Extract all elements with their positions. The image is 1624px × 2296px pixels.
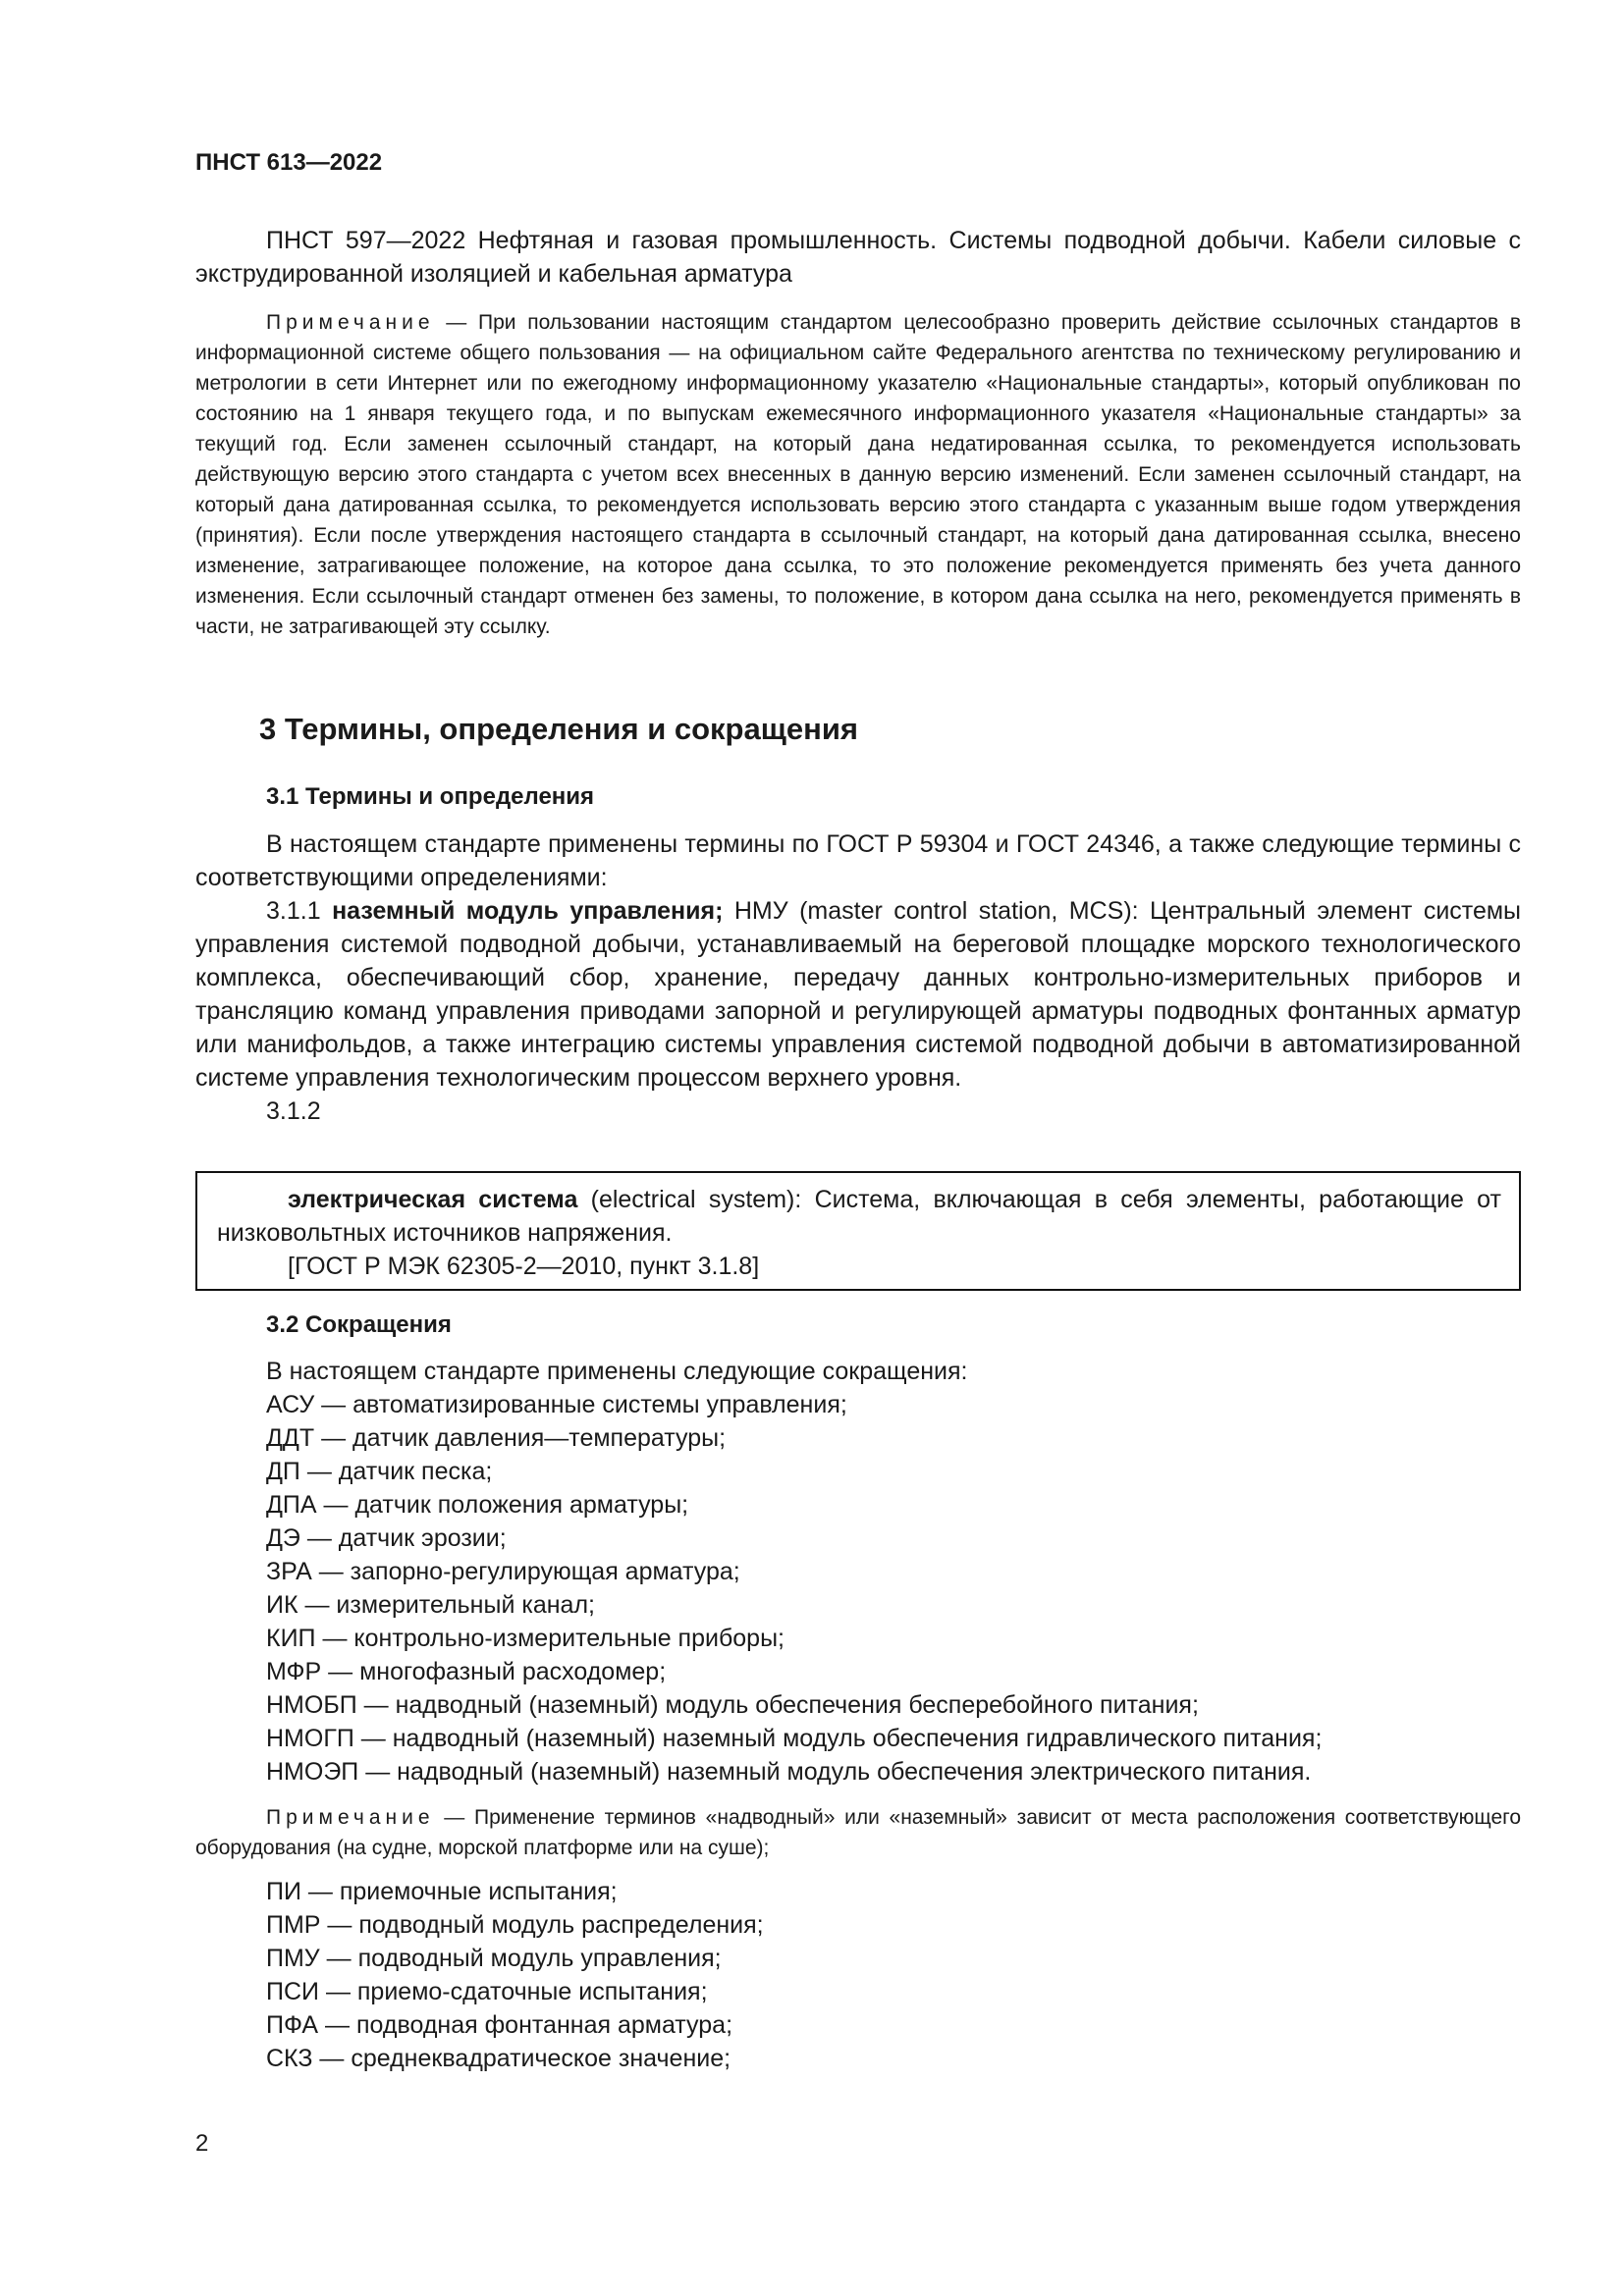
note-text: — Применение терминов «надводный» или «наземный» зависит от места расположения соответствующего оборудования (на судне, морской платформе или на суше); <box>195 1806 1521 1859</box>
note-text: — При пользовании настоящим стандартом целесообразно проверить действие ссылочных стандартов в информационной системе общего пользования — на официальном сайте Федерального агентства по техническому регулированию и метрологии в сети Интернет или по ежегодному информационному указателю «Национальные стандарты», который опубликован по состоянию на 1 января текущего года, и по выпускам ежемесячного информационного указателя «Национальные стандарты» за текущий год. Если заменен ссылочный стандарт, на который дана недатированная ссылка, то рекомендуется использовать действующую версию этого стандарта с учетом всех внесенных в данную версию изменений. Если заменен ссылочный стандарт, на который дана датированная ссылка, то рекомендуется использовать версию этого стандарта с указанным выше годом утверждения (принятия). Если после утверждения настоящего стандарта в ссылочный стандарт, на который дана датированная ссылка, внесено изменение, затрагивающее положение, на которое дана ссылка, то это положение рекомендуется применять без учета данного изменения. Если ссылочный стандарт отменен без замены, то положение, в котором дана ссылка на него, рекомендуется применять в части, не затрагивающей эту ссылку. <box>195 311 1521 638</box>
abbr-item: ЗРА — запорно-регулирующая арматура; <box>266 1558 740 1585</box>
abbr-item: ПМУ — подводный модуль управления; <box>266 1945 722 1972</box>
page-number: 2 <box>195 2130 209 2157</box>
term-3-1-2-number: 3.1.2 <box>266 1097 321 1125</box>
note-references <box>195 307 1521 642</box>
section-3-2-title: 3.2 Сокращения <box>266 1311 452 1338</box>
abbr-item: НМОЭП — надводный (наземный) наземный модуль обеспечения электрического питания. <box>266 1758 1312 1786</box>
note-label: Примечание <box>266 311 435 334</box>
abbr-item: ПИ — приемочные испытания; <box>266 1878 618 1905</box>
section-3-2-intro: В настоящем стандарте применены следующие сокращения: <box>266 1358 968 1385</box>
term-definition: НМУ (master control station, MCS): Центральный элемент системы управления системой подводной добычи, устанавливаемый на береговой площадке морского технологического комплекса, обеспечивающий сбор, хранение, передачу данных контрольно-измерительных приборов и трансляцию команд управления приводами запорной и регулирующей арматуры подводных фонтанных арматур или манифольдов, а также интеграцию системы управления системой подводной добычи в автоматизированной системе управления технологическим процессом верхнего уровня. <box>195 897 1522 1092</box>
abbr-item: СКЗ — среднеквадратическое значение; <box>266 2045 731 2072</box>
abbr-item: ПСИ — приемо-сдаточные испытания; <box>266 1978 708 2005</box>
note-label: Примечание <box>266 1806 435 1829</box>
abbr-item: ПФА — подводная фонтанная арматура; <box>266 2011 733 2039</box>
term-name: электрическая система <box>288 1186 578 1213</box>
section-3 <box>195 712 1521 747</box>
abbr-item: КИП — контрольно-измерительные приборы; <box>266 1625 785 1652</box>
section-3-1 <box>195 783 1521 1128</box>
abbr-item: ПМР — подводный модуль распределения; <box>266 1911 764 1939</box>
term-3-1-2-box <box>195 1171 1521 1291</box>
abbr-item: ИК — измерительный канал; <box>266 1591 595 1619</box>
term-name: наземный модуль управления; <box>332 897 724 925</box>
abbr-item: АСУ — автоматизированные системы управления; <box>266 1391 847 1418</box>
ref-standard-entry <box>195 224 1521 291</box>
term-number: 3.1.1 <box>266 897 333 925</box>
term-source: [ГОСТ Р МЭК 62305-2—2010, пункт 3.1.8] <box>288 1253 760 1280</box>
term-3-1-1 <box>195 894 1521 1095</box>
note-abbreviations <box>195 1802 1521 1863</box>
abbr-item: ДДТ — датчик давления—температуры; <box>266 1424 727 1452</box>
abbr-item: НМОБП — надводный (наземный) модуль обеспечения бесперебойного питания; <box>266 1691 1199 1719</box>
section-3-title: 3 Термины, определения и сокращения <box>259 712 858 746</box>
abbr-item: НМОГП — надводный (наземный) наземный модуль обеспечения гидравлического питания; <box>266 1725 1323 1752</box>
abbr-item: ДЭ — датчик эрозии; <box>266 1524 507 1552</box>
section-3-1-intro: В настоящем стандарте применены термины по ГОСТ Р 59304 и ГОСТ 24346, а также следующие термины с соответствующими определениями: <box>195 830 1521 891</box>
ref-standard-text: ПНСТ 597—2022 Нефтяная и газовая промышленность. Системы подводной добычи. Кабели силовые с экструдированной изоляцией и кабельная арматура <box>195 227 1521 288</box>
section-3-2 <box>195 1311 1521 2075</box>
term-definition: (electrical system): Система, включающая в себя элементы, работающие от низковольтных источников напряжения. <box>217 1186 1501 1247</box>
abbr-item: ДП — датчик песка; <box>266 1458 493 1485</box>
abbr-item: ДПА — датчик положения арматуры; <box>266 1491 689 1519</box>
document-header: ПНСТ 613—2022 <box>195 149 383 176</box>
section-3-1-title: 3.1 Термины и определения <box>266 783 595 810</box>
term-3-1-2 <box>217 1183 1501 1250</box>
abbr-item: МФР — многофазный расходомер; <box>266 1658 667 1685</box>
